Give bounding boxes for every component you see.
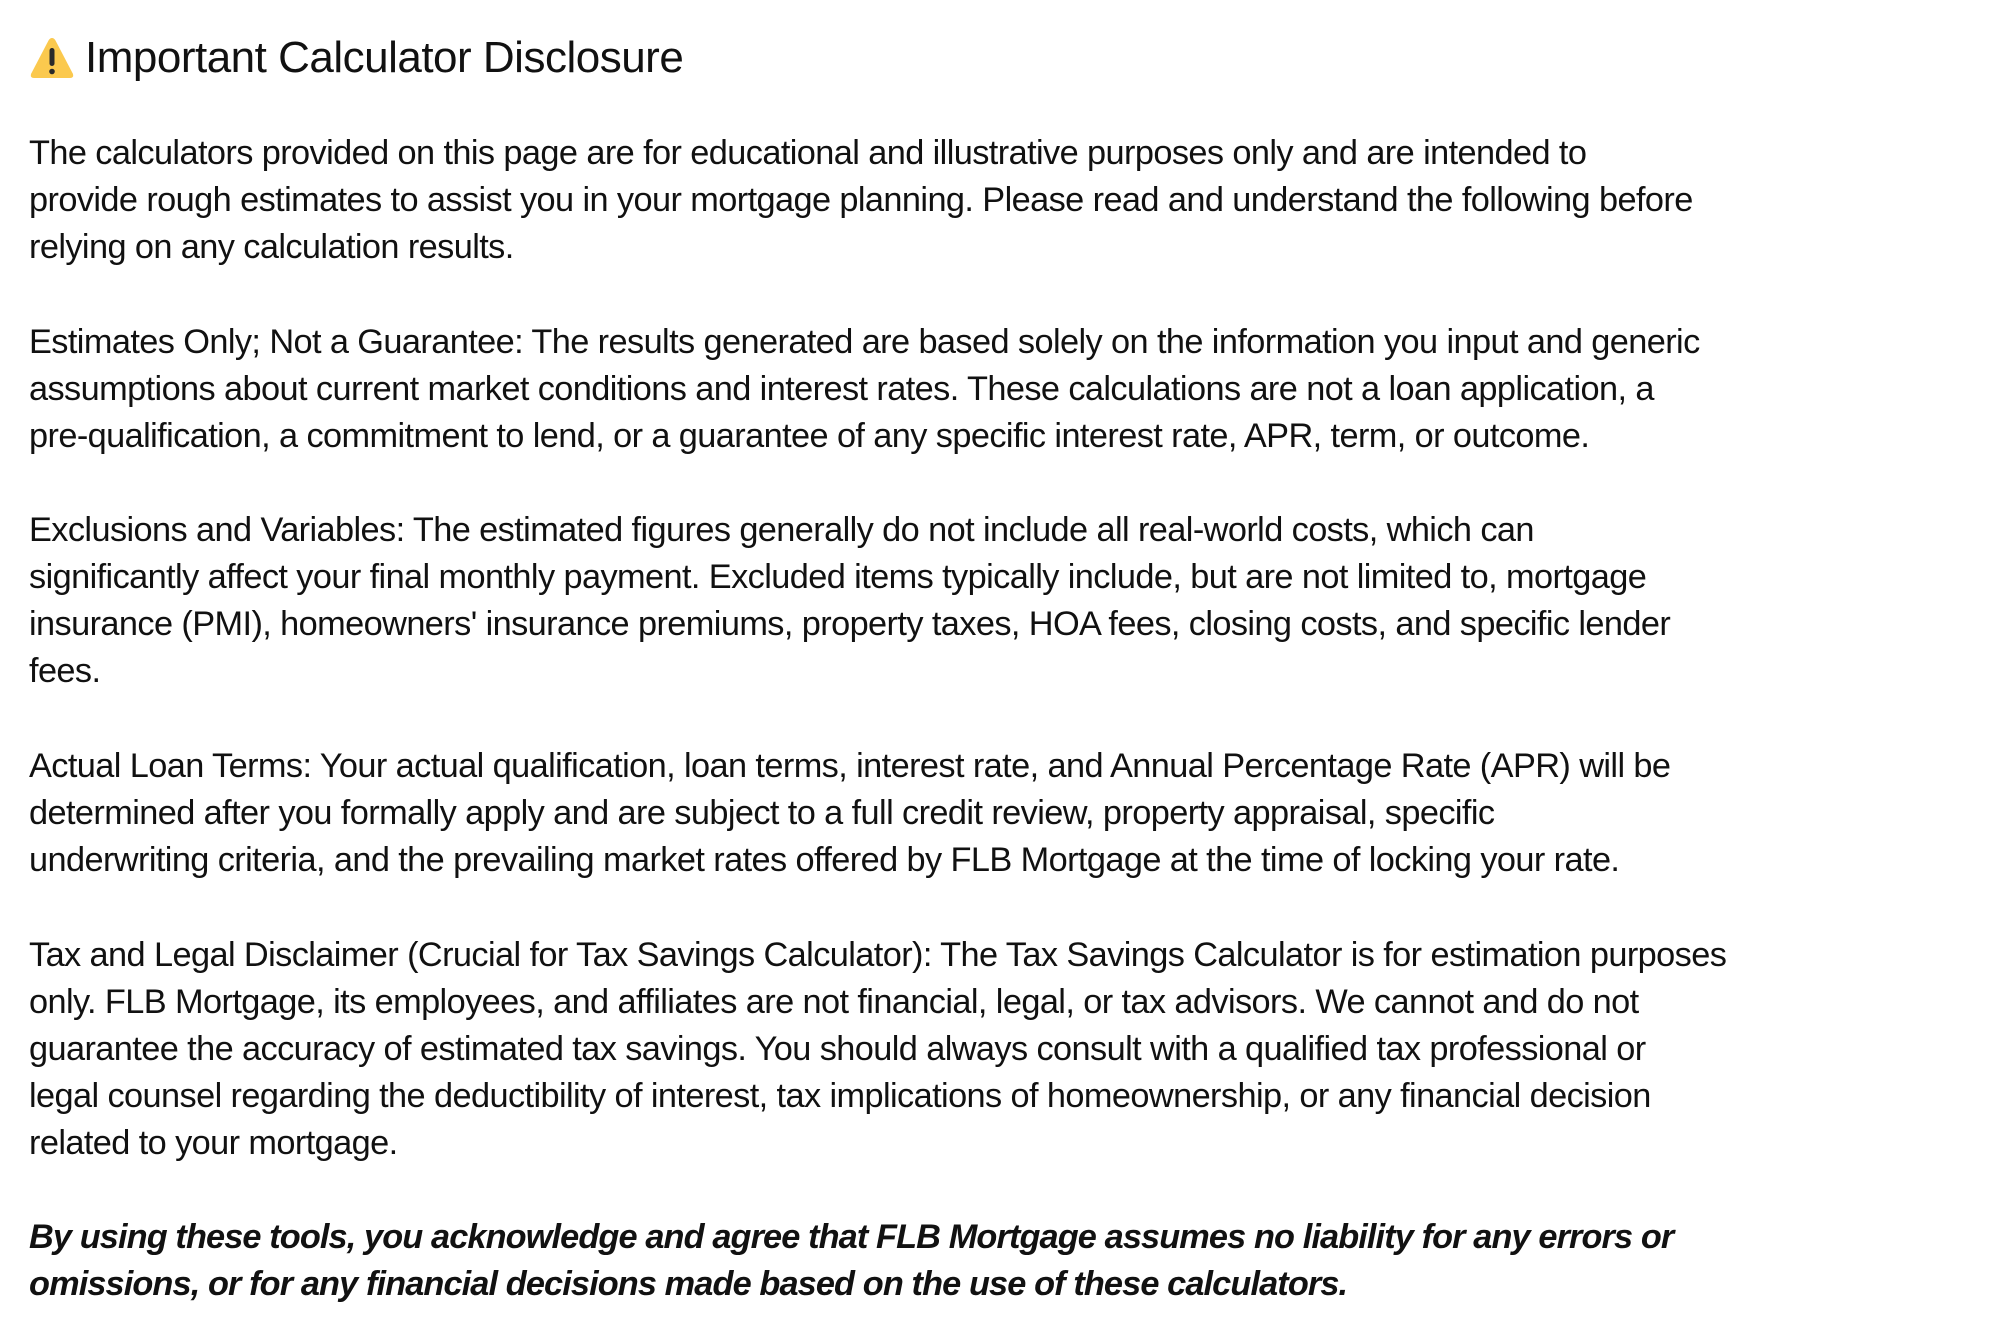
text-line: related to your mortgage. [29,1124,398,1162]
text-line: significantly affect your final monthly payment. Excluded items typically include, but are not limited to, mortgage [29,558,1647,596]
disclosure-header [29,30,683,86]
estimates-only-paragraph [29,319,1979,460]
text-line: legal counsel regarding the deductibility of interest, tax implications of homeownership, or any financial decision [29,1077,1651,1115]
warning-icon [29,36,75,80]
text-line: determined after you formally apply and are subject to a full credit review, property appraisal, specific [29,794,1495,832]
acknowledgement-paragraph [29,1214,1979,1308]
tax-legal-disclaimer-paragraph [29,932,1979,1167]
text-line: omissions, or for any financial decisions made based on the use of these calculators. [29,1265,1348,1303]
text-line: provide rough estimates to assist you in your mortgage planning. Please read and understand the following before [29,181,1693,219]
text-line: insurance (PMI), homeowners' insurance premiums, property taxes, HOA fees, closing costs, and specific lender [29,605,1671,643]
text-line: By using these tools, you acknowledge and agree that FLB Mortgage assumes no liability for any errors or [29,1218,1674,1256]
text-line: only. FLB Mortgage, its employees, and affiliates are not financial, legal, or tax advisors. We cannot and do not [29,983,1639,1021]
text-line: fees. [29,652,101,690]
page-title: Important Calculator Disclosure [85,33,684,82]
intro-paragraph [29,130,1979,271]
text-line: relying on any calculation results. [29,228,514,266]
actual-loan-terms-paragraph [29,743,1979,884]
text-line: Estimates Only; Not a Guarantee: The results generated are based solely on the information you input and generic [29,323,1700,361]
text-line: Tax and Legal Disclaimer (Crucial for Tax Savings Calculator): The Tax Savings Calculator is for estimation purposes [29,936,1727,974]
exclusions-paragraph [29,507,1979,695]
text-line: underwriting criteria, and the prevailing market rates offered by FLB Mortgage at the time of locking your rate. [29,841,1620,879]
text-line: The calculators provided on this page are for educational and illustrative purposes only and are intended to [29,134,1587,172]
text-line: pre-qualification, a commitment to lend, or a guarantee of any specific interest rate, APR, term, or outcome. [29,417,1590,455]
text-line: Actual Loan Terms: Your actual qualification, loan terms, interest rate, and Annual Percentage Rate (APR) will be [29,747,1671,785]
text-line: Exclusions and Variables: The estimated figures generally do not include all real-world costs, which can [29,511,1534,549]
text-line: assumptions about current market conditions and interest rates. These calculations are not a loan application, a [29,370,1654,408]
text-line: guarantee the accuracy of estimated tax savings. You should always consult with a qualified tax professional or [29,1030,1646,1068]
